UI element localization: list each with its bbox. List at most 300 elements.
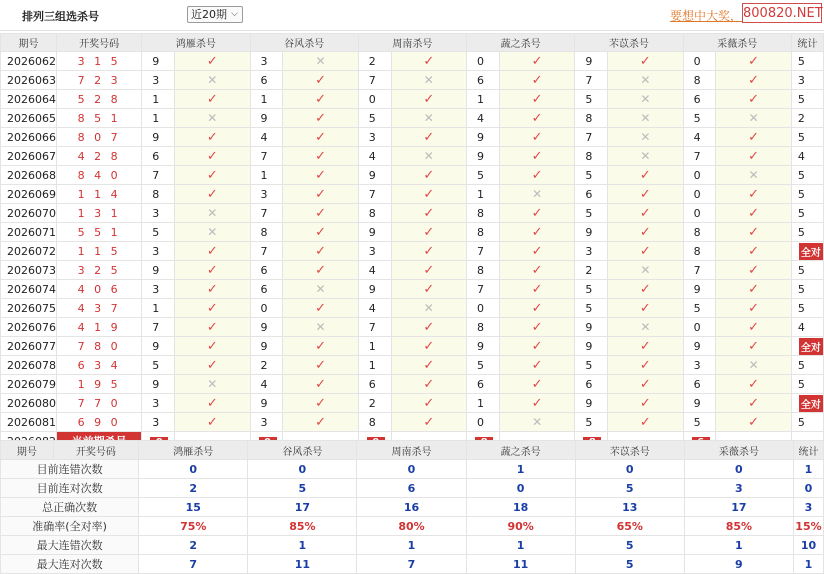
- header-killer: 采薇杀号: [683, 34, 791, 52]
- cross-icon: ✕: [640, 320, 651, 334]
- issue-cell: 2026066: [1, 128, 57, 147]
- kill-result: [716, 356, 791, 375]
- winning-number: 7 8 0: [57, 337, 142, 356]
- check-icon: ✓: [315, 357, 327, 373]
- stats-header-killer: 蔬之杀号: [466, 441, 575, 460]
- stats-total: 1: [793, 555, 823, 574]
- check-icon: ✓: [206, 338, 218, 354]
- kill-result: [283, 52, 358, 71]
- check-icon: ✓: [315, 110, 327, 126]
- kill-number: 3: [575, 242, 608, 261]
- stats-value: 11: [466, 555, 575, 574]
- kill-result: [283, 413, 358, 432]
- check-icon: ✓: [206, 319, 218, 335]
- table-row: [1, 71, 824, 90]
- kill-number: 8: [683, 71, 716, 90]
- stats-label: 总正确次数: [1, 498, 139, 517]
- kill-result: [283, 299, 358, 318]
- kill-number: 4: [250, 375, 283, 394]
- kill-number: 8: [142, 185, 175, 204]
- stats-label: 最大连错次数: [1, 536, 139, 555]
- stats-value: 0: [357, 460, 466, 479]
- winning-number: 1 3 1: [57, 204, 142, 223]
- kill-result: [716, 185, 791, 204]
- kill-result: [499, 109, 574, 128]
- kill-number: 9: [358, 166, 391, 185]
- kill-result: [499, 318, 574, 337]
- kill-result: [499, 242, 574, 261]
- stats-row: [1, 460, 824, 479]
- kill-result: [283, 318, 358, 337]
- cross-icon: ✕: [748, 358, 759, 372]
- table-row: [1, 223, 824, 242]
- table-row: [1, 394, 824, 413]
- kill-number: 3: [142, 242, 175, 261]
- kill-result: [716, 52, 791, 71]
- kill-number: 6: [250, 261, 283, 280]
- check-icon: ✓: [423, 167, 435, 183]
- kill-result: [175, 128, 250, 147]
- check-icon: ✓: [639, 338, 651, 354]
- stats-header-killer: 芣苡杀号: [575, 441, 684, 460]
- kill-result: [391, 223, 466, 242]
- kill-number: 7: [575, 71, 608, 90]
- check-icon: ✓: [315, 224, 327, 240]
- kill-result: [175, 166, 250, 185]
- count-cell: 5: [791, 261, 823, 280]
- stats-value: 16: [357, 498, 466, 517]
- kill-result: [608, 71, 683, 90]
- check-icon: ✓: [748, 338, 760, 354]
- kill-result: [716, 375, 791, 394]
- kill-number: 0: [683, 52, 716, 71]
- kill-number: 1: [250, 166, 283, 185]
- kill-result: [608, 394, 683, 413]
- kill-number: 2: [358, 394, 391, 413]
- kill-result: [716, 128, 791, 147]
- check-icon: ✓: [639, 376, 651, 392]
- check-icon: ✓: [315, 262, 327, 278]
- kill-result: [391, 375, 466, 394]
- all-correct-badge: 全对: [799, 243, 823, 260]
- check-icon: ✓: [315, 300, 327, 316]
- kill-number: 8: [358, 204, 391, 223]
- kill-number: 5: [683, 109, 716, 128]
- check-icon: ✓: [748, 91, 760, 107]
- stats-value: 75%: [139, 517, 248, 536]
- kill-number: 0: [467, 413, 500, 432]
- issue-cell: 2026078: [1, 356, 57, 375]
- stats-value: 1: [357, 536, 466, 555]
- kill-number: 9: [575, 223, 608, 242]
- kill-number: 9: [250, 318, 283, 337]
- winning-number: 1 9 5: [57, 375, 142, 394]
- count-cell: 3: [791, 71, 823, 90]
- stats-value: 18: [466, 498, 575, 517]
- kill-number: 4: [250, 128, 283, 147]
- kill-number: 7: [142, 318, 175, 337]
- check-icon: ✓: [531, 91, 543, 107]
- stats-value: 5: [575, 479, 684, 498]
- kill-number: 8: [467, 318, 500, 337]
- winning-number: 4 1 9: [57, 318, 142, 337]
- kill-result: [608, 185, 683, 204]
- count-cell: [791, 337, 823, 356]
- count-cell: 5: [791, 223, 823, 242]
- kill-result: [175, 413, 250, 432]
- check-icon: ✓: [206, 357, 218, 373]
- issue-cell: 2026065: [1, 109, 57, 128]
- winning-number: 4 3 7: [57, 299, 142, 318]
- winning-number: 1 1 4: [57, 185, 142, 204]
- kill-result: [391, 242, 466, 261]
- stats-value: 0: [248, 460, 357, 479]
- stats-value: 65%: [575, 517, 684, 536]
- table-row: [1, 280, 824, 299]
- check-icon: ✓: [206, 167, 218, 183]
- count-cell: 5: [791, 204, 823, 223]
- kill-number: 9: [575, 394, 608, 413]
- check-icon: ✓: [423, 53, 435, 69]
- kill-result: [391, 90, 466, 109]
- check-icon: ✓: [639, 224, 651, 240]
- kill-number: 3: [142, 71, 175, 90]
- issue-cell: 2026080: [1, 394, 57, 413]
- kill-number: 3: [358, 128, 391, 147]
- check-icon: ✓: [748, 224, 760, 240]
- kill-number: 9: [358, 223, 391, 242]
- table-row: [1, 52, 824, 71]
- kill-number: 9: [683, 394, 716, 413]
- count-cell: 5: [791, 185, 823, 204]
- table-row: [1, 166, 824, 185]
- cross-icon: ✕: [640, 92, 651, 106]
- kill-number: 6: [683, 90, 716, 109]
- kill-number: 1: [467, 90, 500, 109]
- check-icon: ✓: [315, 91, 327, 107]
- kill-number: 8: [467, 223, 500, 242]
- kill-number: 8: [683, 223, 716, 242]
- check-icon: ✓: [639, 167, 651, 183]
- table-row: [1, 90, 824, 109]
- stats-header-issue: 期号: [1, 441, 54, 460]
- winning-number: 8 0 7: [57, 128, 142, 147]
- kill-number: 2: [250, 356, 283, 375]
- kill-result: [175, 280, 250, 299]
- kill-result: [716, 147, 791, 166]
- check-icon: ✓: [315, 186, 327, 202]
- check-icon: ✓: [206, 129, 218, 145]
- check-icon: ✓: [315, 414, 327, 430]
- check-icon: ✓: [748, 53, 760, 69]
- kill-number: 7: [250, 204, 283, 223]
- check-icon: ✓: [531, 110, 543, 126]
- kill-number: 1: [358, 356, 391, 375]
- cross-icon: ✕: [207, 225, 218, 239]
- stats-header-count: 统计: [793, 441, 823, 460]
- issue-cell: 2026067: [1, 147, 57, 166]
- check-icon: ✓: [315, 72, 327, 88]
- kill-number: 7: [358, 318, 391, 337]
- kill-result: [175, 394, 250, 413]
- kill-result: [283, 261, 358, 280]
- kill-result: [499, 204, 574, 223]
- winning-number: 3 1 5: [57, 52, 142, 71]
- check-icon: ✓: [423, 224, 435, 240]
- kill-number: 4: [358, 261, 391, 280]
- kill-result: [608, 109, 683, 128]
- kill-result: [608, 299, 683, 318]
- check-icon: ✓: [423, 414, 435, 430]
- stats-value: 90%: [466, 517, 575, 536]
- kill-number: 7: [250, 242, 283, 261]
- count-cell: 4: [791, 318, 823, 337]
- kill-number: 0: [467, 299, 500, 318]
- issue-cell: 2026076: [1, 318, 57, 337]
- all-correct-badge: 全对: [799, 395, 823, 412]
- cross-icon: ✕: [423, 301, 434, 315]
- count-cell: 5: [791, 299, 823, 318]
- stats-row: [1, 479, 824, 498]
- issue-cell: 2026070: [1, 204, 57, 223]
- kill-result: [499, 356, 574, 375]
- kill-result: [175, 90, 250, 109]
- check-icon: ✓: [639, 281, 651, 297]
- check-icon: ✓: [315, 395, 327, 411]
- kill-result: [175, 242, 250, 261]
- kill-number: 5: [575, 356, 608, 375]
- table-row: [1, 109, 824, 128]
- kill-result: [608, 223, 683, 242]
- kill-result: [608, 337, 683, 356]
- cross-icon: ✕: [315, 54, 326, 68]
- kill-number: 1: [142, 109, 175, 128]
- check-icon: ✓: [531, 262, 543, 278]
- kill-result: [391, 394, 466, 413]
- winning-number: 1 1 5: [57, 242, 142, 261]
- kill-result: [283, 280, 358, 299]
- kill-number: 9: [142, 375, 175, 394]
- stats-header-killer: 采薇杀号: [684, 441, 793, 460]
- header-issue: 期号: [1, 34, 57, 52]
- stats-value: 1: [684, 536, 793, 555]
- check-icon: ✓: [206, 91, 218, 107]
- kill-number: 8: [575, 147, 608, 166]
- kill-number: 9: [683, 337, 716, 356]
- kill-result: [391, 52, 466, 71]
- stats-value: 3: [684, 479, 793, 498]
- check-icon: ✓: [639, 205, 651, 221]
- stats-value: 1: [248, 536, 357, 555]
- stats-value: 5: [248, 479, 357, 498]
- stats-value: 6: [357, 479, 466, 498]
- count-cell: 5: [791, 52, 823, 71]
- check-icon: ✓: [531, 319, 543, 335]
- check-icon: ✓: [531, 395, 543, 411]
- kill-result: [608, 413, 683, 432]
- issue-cell: 2026074: [1, 280, 57, 299]
- table-row: [1, 356, 824, 375]
- kill-result: [283, 356, 358, 375]
- kill-number: 0: [250, 299, 283, 318]
- table-row: [1, 318, 824, 337]
- check-icon: ✓: [423, 91, 435, 107]
- check-icon: ✓: [639, 395, 651, 411]
- kill-number: 9: [250, 109, 283, 128]
- kill-result: [499, 394, 574, 413]
- header-killer: 鸿雁杀号: [142, 34, 250, 52]
- cross-icon: ✕: [748, 111, 759, 125]
- period-select[interactable]: [187, 6, 243, 23]
- stats-label: 最大连对次数: [1, 555, 139, 574]
- kill-result: [499, 299, 574, 318]
- chevron-down-icon: ⌵: [231, 9, 238, 19]
- check-icon: ✓: [748, 319, 760, 335]
- kill-result: [391, 166, 466, 185]
- check-icon: ✓: [315, 148, 327, 164]
- check-icon: ✓: [315, 338, 327, 354]
- check-icon: ✓: [531, 148, 543, 164]
- kill-result: [391, 71, 466, 90]
- kill-number: 7: [142, 166, 175, 185]
- check-icon: ✓: [531, 300, 543, 316]
- check-icon: ✓: [423, 338, 435, 354]
- header-killer: 谷风杀号: [250, 34, 358, 52]
- kill-result: [716, 242, 791, 261]
- cross-icon: ✕: [423, 73, 434, 87]
- kill-number: 0: [683, 318, 716, 337]
- kill-number: 5: [575, 299, 608, 318]
- stats-value: 0: [575, 460, 684, 479]
- stats-value: 15: [139, 498, 248, 517]
- kill-result: [283, 223, 358, 242]
- stats-value: 85%: [248, 517, 357, 536]
- check-icon: ✓: [423, 205, 435, 221]
- stats-total: 15%: [793, 517, 823, 536]
- kill-result: [391, 261, 466, 280]
- kill-result: [716, 71, 791, 90]
- kill-result: [391, 280, 466, 299]
- kill-result: [716, 413, 791, 432]
- count-cell: 5: [791, 166, 823, 185]
- check-icon: ✓: [423, 262, 435, 278]
- kill-number: 5: [683, 299, 716, 318]
- cross-icon: ✕: [207, 73, 218, 87]
- kill-number: 3: [250, 52, 283, 71]
- kill-result: [499, 413, 574, 432]
- kill-result: [499, 128, 574, 147]
- kill-result: [391, 413, 466, 432]
- kill-result: [391, 337, 466, 356]
- kill-result: [175, 71, 250, 90]
- kill-result: [716, 204, 791, 223]
- kill-result: [391, 185, 466, 204]
- header-killer: 芣苡杀号: [575, 34, 683, 52]
- check-icon: ✓: [315, 205, 327, 221]
- stats-label: 目前连对次数: [1, 479, 139, 498]
- stats-value: 0: [466, 479, 575, 498]
- kill-result: [175, 204, 250, 223]
- check-icon: ✓: [639, 300, 651, 316]
- kill-number: 6: [575, 185, 608, 204]
- kill-number-table: [0, 33, 824, 451]
- kill-number: 1: [358, 337, 391, 356]
- promo-link[interactable]: 要想中大奖，: [670, 9, 743, 23]
- count-cell: 5: [791, 280, 823, 299]
- kill-result: [175, 52, 250, 71]
- kill-result: [499, 166, 574, 185]
- kill-number: 8: [467, 204, 500, 223]
- check-icon: ✓: [748, 129, 760, 145]
- kill-result: [175, 185, 250, 204]
- kill-number: 8: [358, 413, 391, 432]
- kill-number: 4: [358, 147, 391, 166]
- kill-result: [608, 90, 683, 109]
- kill-number: 4: [467, 109, 500, 128]
- kill-result: [608, 280, 683, 299]
- winning-number: 7 2 3: [57, 71, 142, 90]
- kill-result: [716, 90, 791, 109]
- issue-cell: 2026081: [1, 413, 57, 432]
- table-row: [1, 299, 824, 318]
- kill-number: 9: [250, 337, 283, 356]
- kill-number: 6: [467, 71, 500, 90]
- table-row: [1, 242, 824, 261]
- winning-number: 6 3 4: [57, 356, 142, 375]
- kill-result: [283, 375, 358, 394]
- kill-number: 6: [142, 147, 175, 166]
- kill-number: 8: [250, 223, 283, 242]
- kill-number: 6: [575, 375, 608, 394]
- kill-result: [716, 299, 791, 318]
- kill-result: [283, 109, 358, 128]
- cross-icon: ✕: [532, 415, 543, 429]
- kill-number: 3: [358, 242, 391, 261]
- kill-number: 7: [250, 147, 283, 166]
- check-icon: ✓: [748, 72, 760, 88]
- header-killer: 蔬之杀号: [467, 34, 575, 52]
- count-cell: 5: [791, 375, 823, 394]
- stats-value: 1: [466, 536, 575, 555]
- kill-result: [499, 90, 574, 109]
- kill-number: 5: [358, 109, 391, 128]
- cross-icon: ✕: [423, 111, 434, 125]
- kill-number: 1: [467, 394, 500, 413]
- winning-number: 8 4 0: [57, 166, 142, 185]
- stats-value: 5: [575, 536, 684, 555]
- header-stats: 统计: [791, 34, 823, 52]
- winning-number: 3 2 5: [57, 261, 142, 280]
- kill-number: 1: [467, 185, 500, 204]
- kill-number: 9: [250, 394, 283, 413]
- kill-number: 5: [575, 204, 608, 223]
- table-row: [1, 337, 824, 356]
- kill-number: 5: [575, 90, 608, 109]
- winning-number: 7 7 0: [57, 394, 142, 413]
- check-icon: ✓: [748, 186, 760, 202]
- winning-number: 6 9 0: [57, 413, 142, 432]
- kill-result: [175, 223, 250, 242]
- check-icon: ✓: [531, 281, 543, 297]
- kill-result: [499, 147, 574, 166]
- kill-result: [608, 261, 683, 280]
- kill-result: [391, 356, 466, 375]
- check-icon: ✓: [423, 357, 435, 373]
- check-icon: ✓: [206, 186, 218, 202]
- check-icon: ✓: [531, 129, 543, 145]
- kill-number: 3: [250, 185, 283, 204]
- kill-result: [283, 394, 358, 413]
